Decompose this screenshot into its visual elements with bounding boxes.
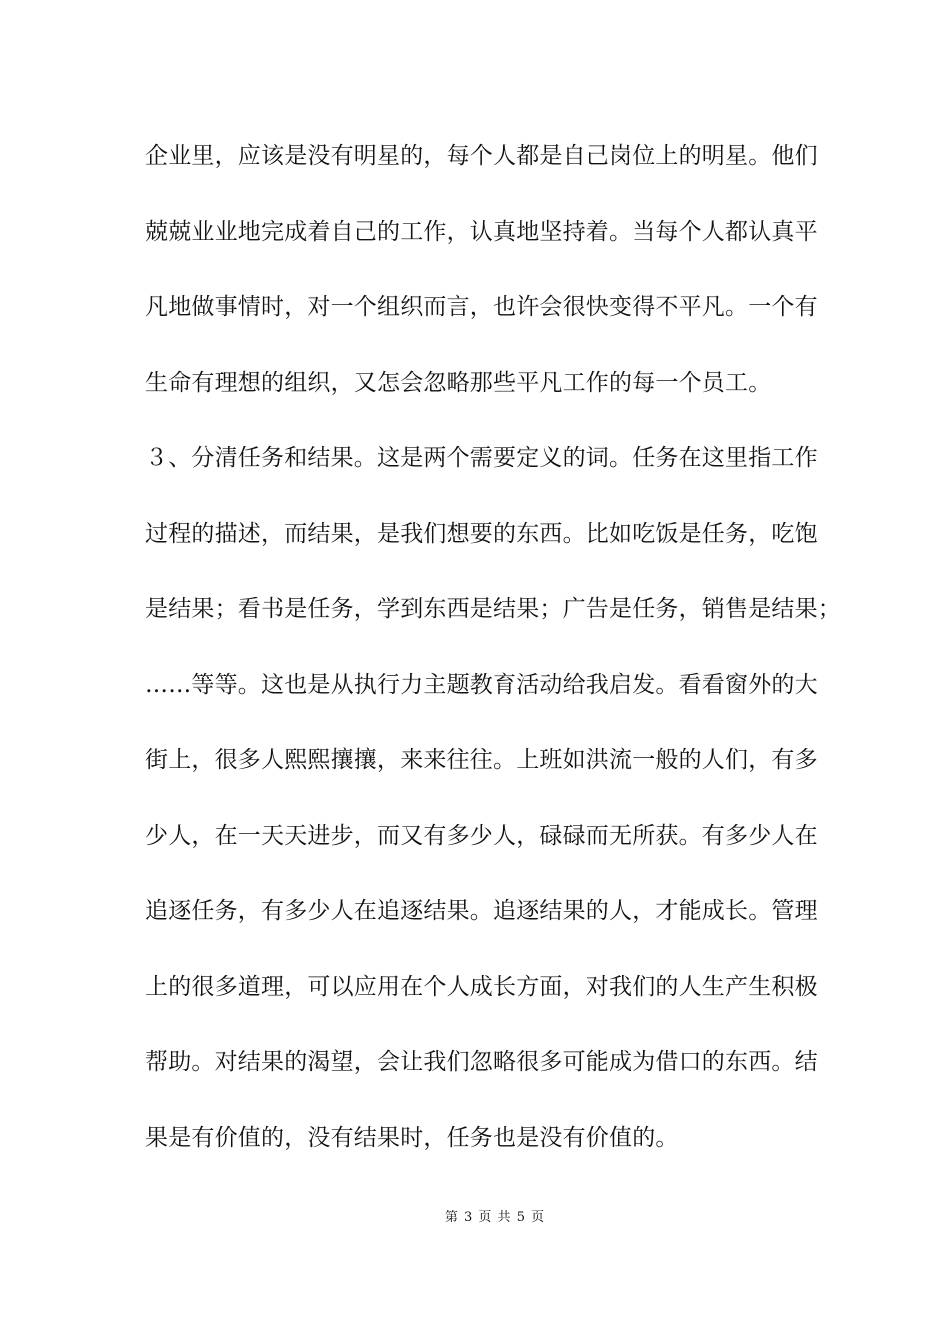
text-line: 帮助。对结果的渴望，会让我们忽略很多可能成为借口的东西。结 bbox=[145, 1049, 818, 1075]
text-line: ３、分清任务和结果。这是两个需要定义的词。任务在这里指工作 bbox=[145, 445, 818, 471]
text-line: 生命有理想的组织，又怎会忽略那些平凡工作的每一个员工。 bbox=[145, 369, 772, 396]
text-line: 追逐任务，有多少人在追逐结果。追逐结果的人，才能成长。管理 bbox=[145, 898, 818, 924]
text-line: 兢兢业业地完成着自己的工作，认真地坚持着。当每个人都认真平 bbox=[145, 218, 818, 245]
text-line: 果是有价值的，没有结果时，任务也是没有价值的。 bbox=[145, 1124, 679, 1151]
text-line: 街上，很多人熙熙攘攘，来来往往。上班如洪流一般的人们，有多 bbox=[145, 747, 818, 773]
text-line: 凡地做事情时，对一个组织而言，也许会很快变得不平凡。一个有 bbox=[145, 294, 818, 320]
text-line: ……等等。这也是从执行力主题教育活动给我启发。看看窗外的大 bbox=[145, 671, 818, 698]
text-line: 是结果；看书是任务，学到东西是结果；广告是任务，销售是结果； bbox=[145, 596, 841, 622]
text-line: 少人，在一天天进步，而又有多少人，碌碌而无所获。有多少人在 bbox=[145, 822, 818, 849]
text-line: 上的很多道理，可以应用在个人成长方面，对我们的人生产生积极 bbox=[145, 973, 818, 1000]
body-text bbox=[145, 132, 841, 1189]
text-line: 过程的描述，而结果，是我们想要的东西。比如吃饭是任务，吃饱 bbox=[145, 520, 818, 547]
text-line: 企业里，应该是没有明星的，每个人都是自己岗位上的明星。他们 bbox=[145, 143, 818, 169]
page-number-footer: 第 3 页 共 5 页 bbox=[444, 1210, 546, 1225]
